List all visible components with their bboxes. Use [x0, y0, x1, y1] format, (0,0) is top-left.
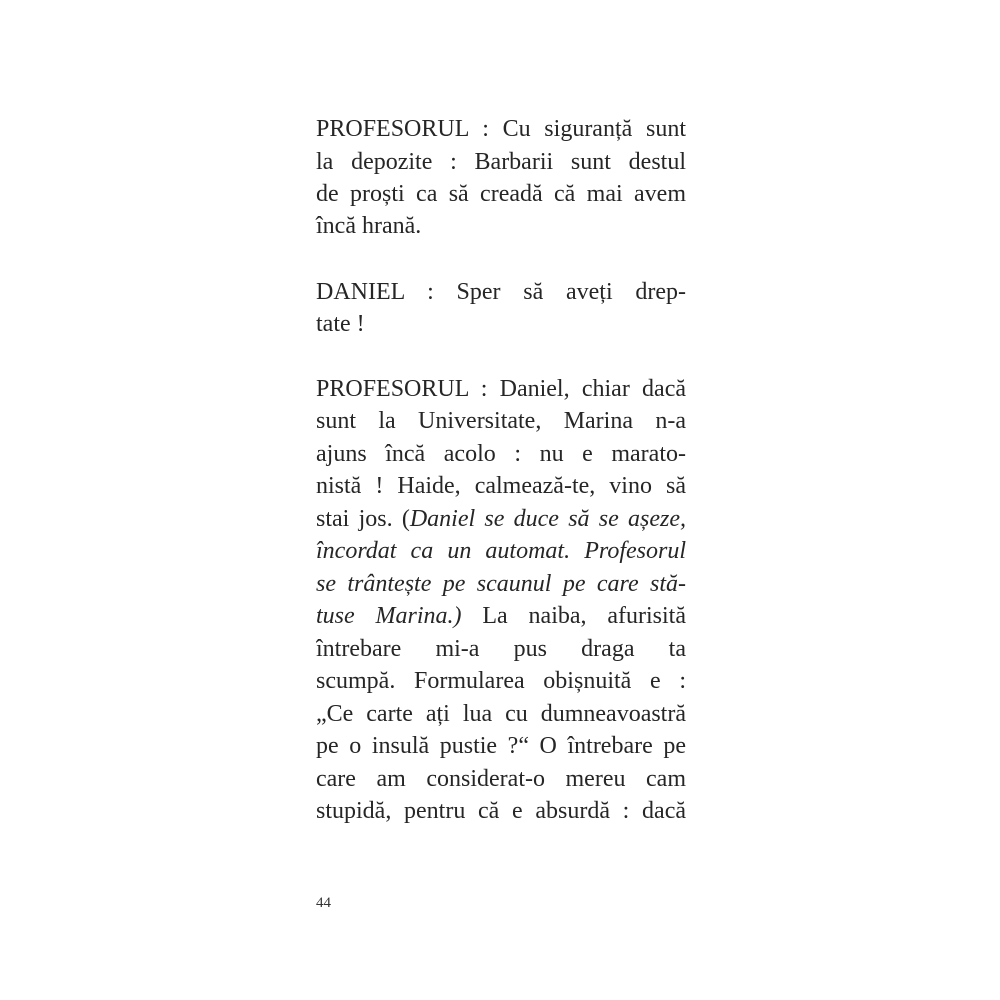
stage-direction: Daniel se duce să se așeze, [409, 506, 686, 532]
text-line: sunt la Universitate, Marina n-a [316, 408, 686, 434]
page-number: 44 [316, 895, 331, 911]
stage-direction-line: încordat ca un automat. Profesorul [316, 538, 686, 564]
stage-direction-line: se trântește pe scaunul pe care stă- [316, 571, 686, 597]
stage-direction: tuse Marina.) [316, 603, 462, 629]
text-line: stupidă, pentru că e absurdă : dacă [316, 798, 686, 824]
text-line: „Ce carte ați lua cu dumneavoastră [316, 701, 686, 727]
text-line: PROFESORUL : Cu siguranță sunt [316, 116, 686, 142]
text-line: DANIEL : Sper să aveți drep- [316, 279, 686, 305]
text-line: nistă ! Haide, calmează-te, vino să [316, 473, 686, 499]
text-line [316, 503, 686, 535]
text-line: întrebare mi-a pus draga ta [316, 636, 686, 662]
text-line: tate ! [316, 311, 365, 337]
text-line: pe o insulă pustie ?“ O întrebare pe [316, 733, 686, 759]
book-page-text [316, 0, 686, 1000]
text-line: de proști ca să creadă că mai avem [316, 181, 686, 207]
text-line: ajuns încă acolo : nu e marato- [316, 441, 686, 467]
text-line: încă hrană. [316, 213, 422, 239]
text-line [316, 600, 686, 632]
text-line: care am considerat-o mereu cam [316, 766, 686, 792]
text-line: la depozite : Barbarii sunt destul [316, 149, 686, 175]
text-line: scumpă. Formularea obișnuită e : [316, 668, 686, 694]
text-roman: La naiba, afurisită [461, 603, 686, 629]
text-roman: stai jos. ( [316, 506, 410, 532]
text-line: PROFESORUL : Daniel, chiar dacă [316, 376, 686, 402]
